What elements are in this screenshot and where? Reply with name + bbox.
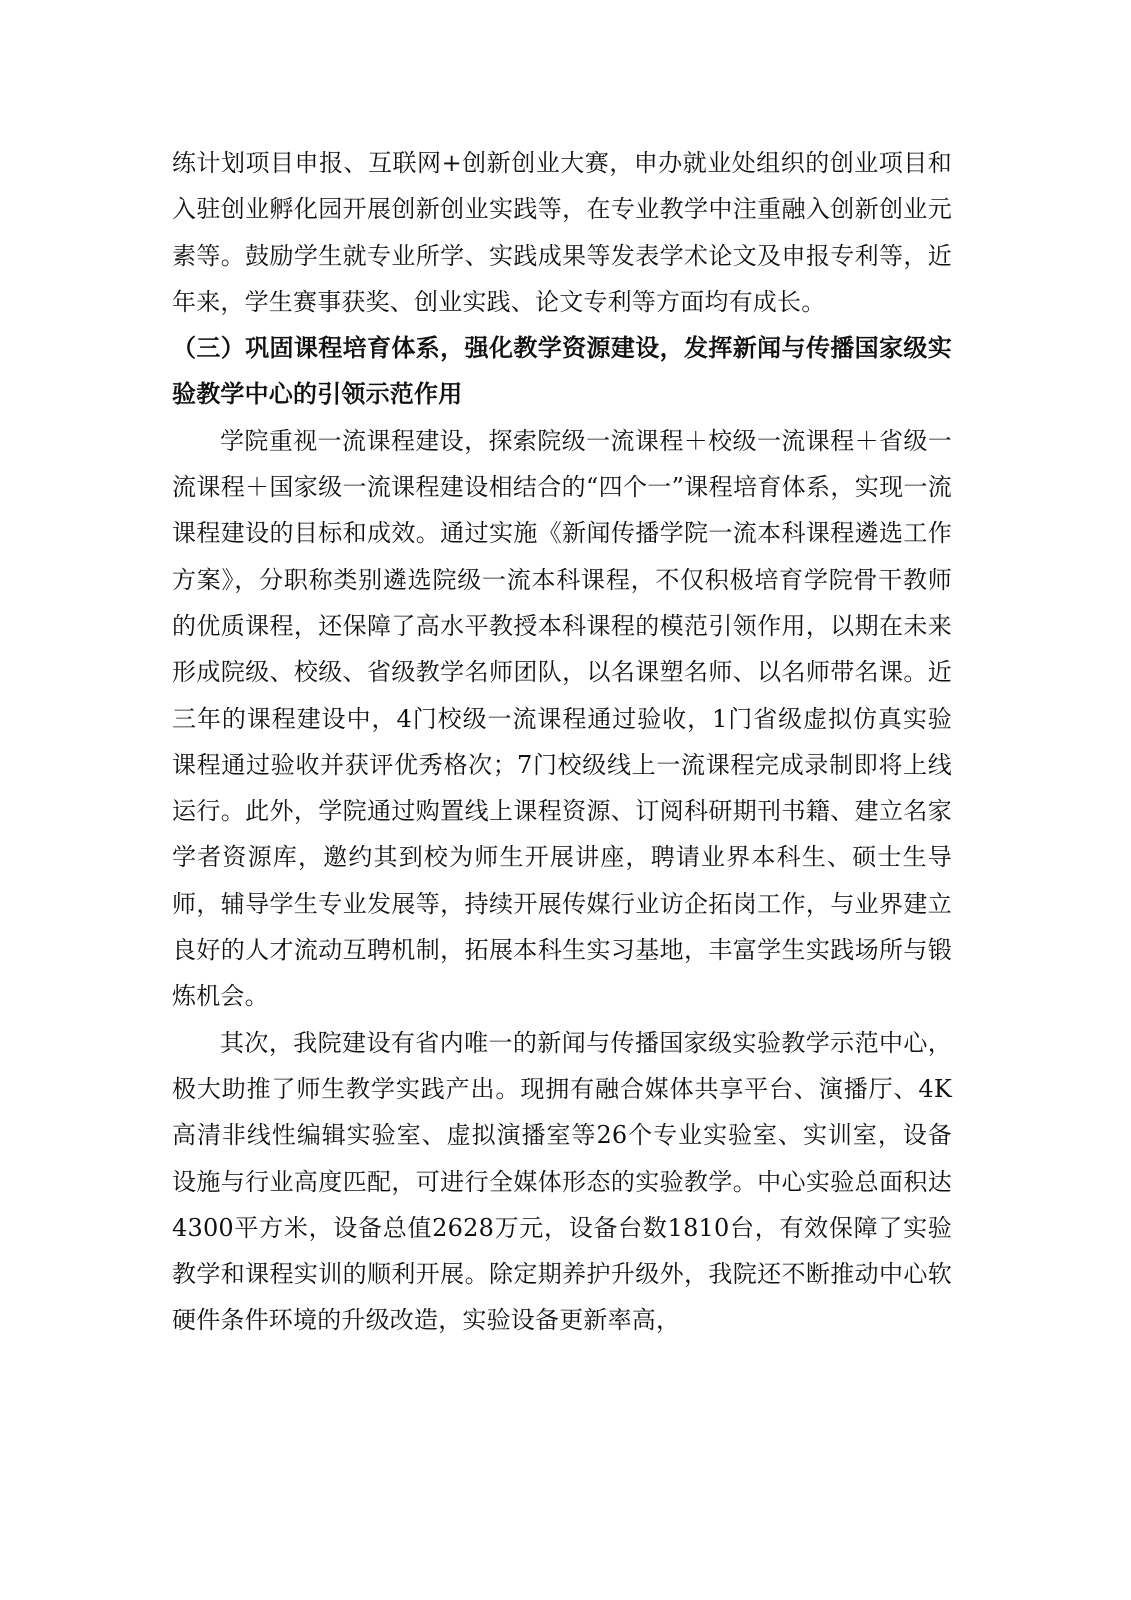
paragraph-continuation: 练计划项目申报、互联网+创新创业大赛，申办就业处组织的创业项目和入驻创业孵化园开展创新创业实践等，在专业教学中注重融入创新创业元素等。鼓励学生就专业所学、实践成果等发表学术论文及申报专利等，近年来，学生赛事获奖、创业实践、论文专利等方面均有成长。 — [172, 149, 952, 316]
paragraph-lab-center: 其次，我院建设有省内唯一的新闻与传播国家级实验教学示范中心，极大助推了师生教学实践产出。现拥有融合媒体共享平台、演播厅、4K高清非线性编辑实验室、虚拟演播室等26个专业实验室、实训室，设备设施与行业高度匹配，可进行全媒体形态的实验教学。中心实验总面积达4300平方米，设备总值2628万元，设备台数1810台，有效保障了实验教学和课程实训的顺利开展。除定期养护升级外，我院还不断推动中心软硬件条件环境的升级改造，实验设备更新率高， — [172, 1028, 952, 1335]
paragraph-course-building: 学院重视一流课程建设，探索院级一流课程＋校级一流课程＋省级一流课程＋国家级一流课程建设相结合的“四个一”课程培育体系，实现一流课程建设的目标和成效。通过实施《新闻传播学院一流本科课程遴选工作方案》，分职称类别遴选院级一流本科课程，不仅积极培育学院骨干教师的优质课程，还保障了高水平教授本科课程的模范引领作用，以期在未来形成院级、校级、省级教学名师团队，以名课塑名师、以名师带名课。近三年的课程建设中，4门校级一流课程通过验收，1门省级虚拟仿真实验课程通过验收并获评优秀格次；7门校级线上一流课程完成录制即将上线运行。此外，学院通过购置线上课程资源、订阅科研期刊书籍、建立名家学者资源库，邀约其到校为师生开展讲座，聘请业界本科生、硕士生导师，辅导学生专业发展等，持续开展传媒行业访企拓岗工作，与业界建立良好的人才流动互聘机制，拓展本科生实习基地，丰富学生实践场所与锻炼机会。 — [172, 426, 952, 1011]
section-heading: （三）巩固课程培育体系，强化教学资源建设，发挥新闻与传播国家级实验教学中心的引领示范作用 — [172, 334, 952, 409]
document-body — [172, 140, 952, 1344]
